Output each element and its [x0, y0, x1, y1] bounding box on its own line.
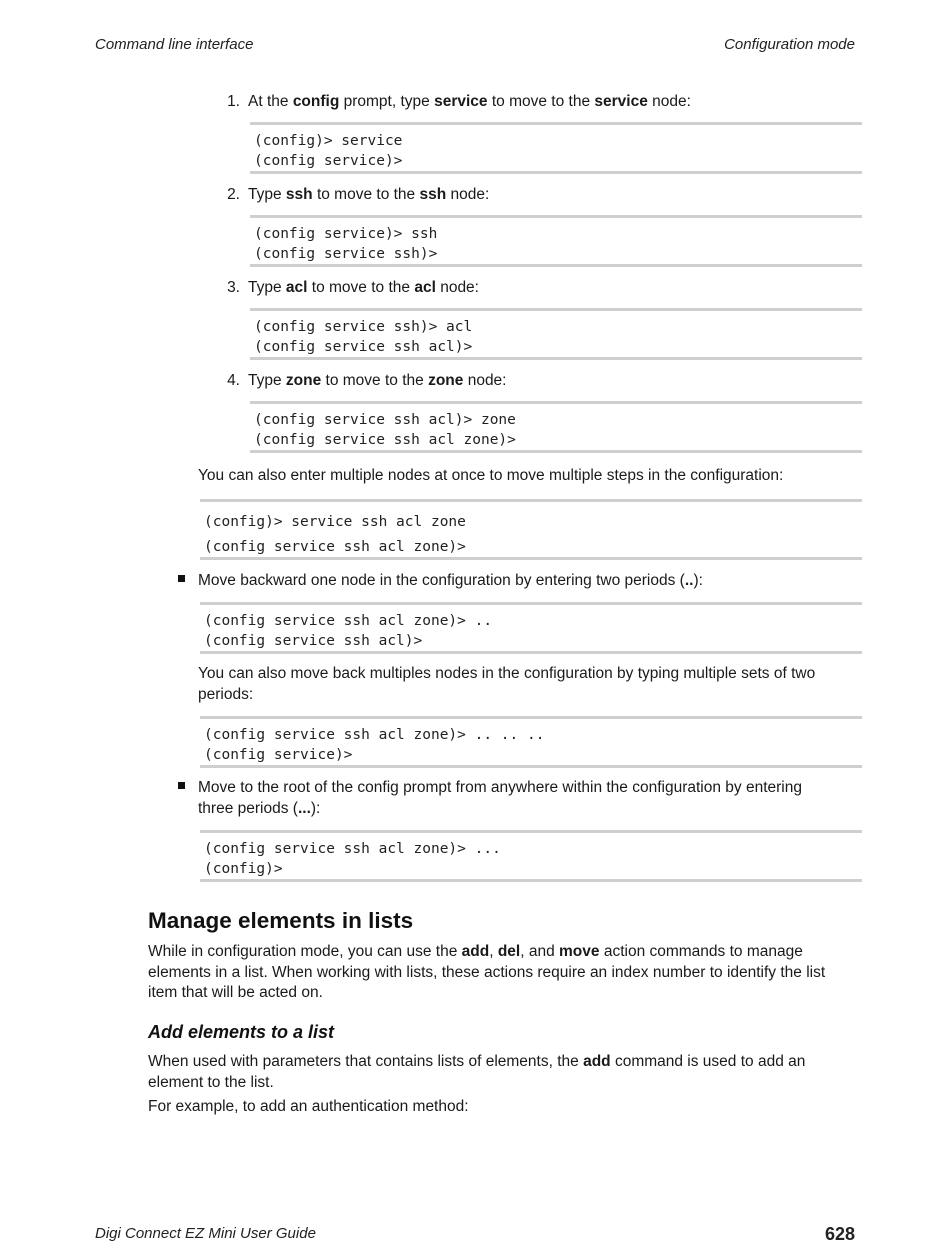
- step-number: 1.: [227, 93, 240, 110]
- code-line: (config service ssh acl zone)> ...: [204, 841, 501, 857]
- section-heading-manage-lists: Manage elements in lists: [148, 908, 414, 933]
- manage-lists-paragraph: While in configuration mode, you can use the add, del, and move action commands to manage elements in a list. When working with lists, these actions require an index number to identify the list item that will be acted on.: [148, 943, 826, 1001]
- step-number: 4.: [227, 372, 240, 389]
- code-line: (config service ssh acl zone)> ..: [204, 613, 493, 629]
- code-line: (config service ssh acl zone)>: [204, 539, 466, 555]
- code-block-back-multi: [200, 716, 862, 768]
- page-number: 628: [824, 1224, 855, 1244]
- text-line: periods:: [198, 685, 254, 703]
- subsection-heading-add-elements: Add elements to a list: [148, 1022, 335, 1042]
- code-line: (config service ssh acl)> zone: [254, 412, 516, 428]
- running-header-chapter: Command line interface: [95, 36, 254, 53]
- code-line: (config service ssh acl zone)> .. .. ..: [204, 727, 545, 743]
- running-header-section: Configuration mode: [724, 36, 855, 53]
- back-multi-text: [198, 664, 815, 705]
- root-text: Move to the root of the config prompt from anywhere within the configuration by entering three periods (...):: [198, 779, 802, 817]
- code-line: (config service)>: [254, 153, 403, 169]
- code-block-step-1: [250, 122, 862, 174]
- bullet-marker: [178, 782, 185, 789]
- code-block-step-4: [250, 401, 862, 453]
- code-line: (config service)> ssh: [254, 226, 438, 242]
- code-line: (config)> service ssh acl zone: [204, 514, 466, 530]
- step-text: At the config prompt, type service to move to the service node:: [248, 93, 691, 110]
- step-text: Type zone to move to the zone node:: [248, 372, 507, 389]
- step-text: Type acl to move to the acl node:: [248, 279, 479, 296]
- code-line: (config service)>: [204, 747, 353, 763]
- code-line: (config)>: [204, 861, 283, 877]
- code-line: (config service ssh)>: [254, 246, 438, 262]
- code-line: (config service ssh acl)>: [254, 339, 473, 355]
- step-number: 3.: [227, 279, 240, 296]
- text-line: You can also move back multiples nodes in the configuration by typing multiple sets of two: [198, 665, 816, 682]
- back-one-text: Move backward one node in the configuration by entering two periods (..):: [198, 572, 703, 589]
- code-line: (config service ssh acl)>: [204, 633, 423, 649]
- code-block-root: [200, 830, 862, 882]
- step-number: 2.: [227, 186, 240, 203]
- text-line: Move to the root of the config prompt from anywhere within the configuration by entering: [198, 779, 802, 796]
- example-text: For example, to add an authentication method:: [148, 1098, 469, 1115]
- code-block-step-3: [250, 308, 862, 360]
- code-block-multi-nodes: [200, 499, 862, 560]
- bullet-marker: [178, 575, 185, 582]
- code-block-back-one: [200, 602, 862, 654]
- multi-nodes-text: You can also enter multiple nodes at once to move multiple steps in the configuration:: [198, 467, 784, 484]
- code-line: (config)> service: [254, 133, 403, 149]
- code-block-step-2: [250, 215, 862, 267]
- code-line: (config service ssh acl zone)>: [254, 432, 516, 448]
- footer-document-title: Digi Connect EZ Mini User Guide: [95, 1225, 316, 1242]
- add-elements-paragraph: When used with parameters that contains lists of elements, the add command is used to add an element to the list.: [148, 1053, 806, 1091]
- step-text: Type ssh to move to the ssh node:: [248, 186, 490, 203]
- code-line: (config service ssh)> acl: [254, 319, 473, 335]
